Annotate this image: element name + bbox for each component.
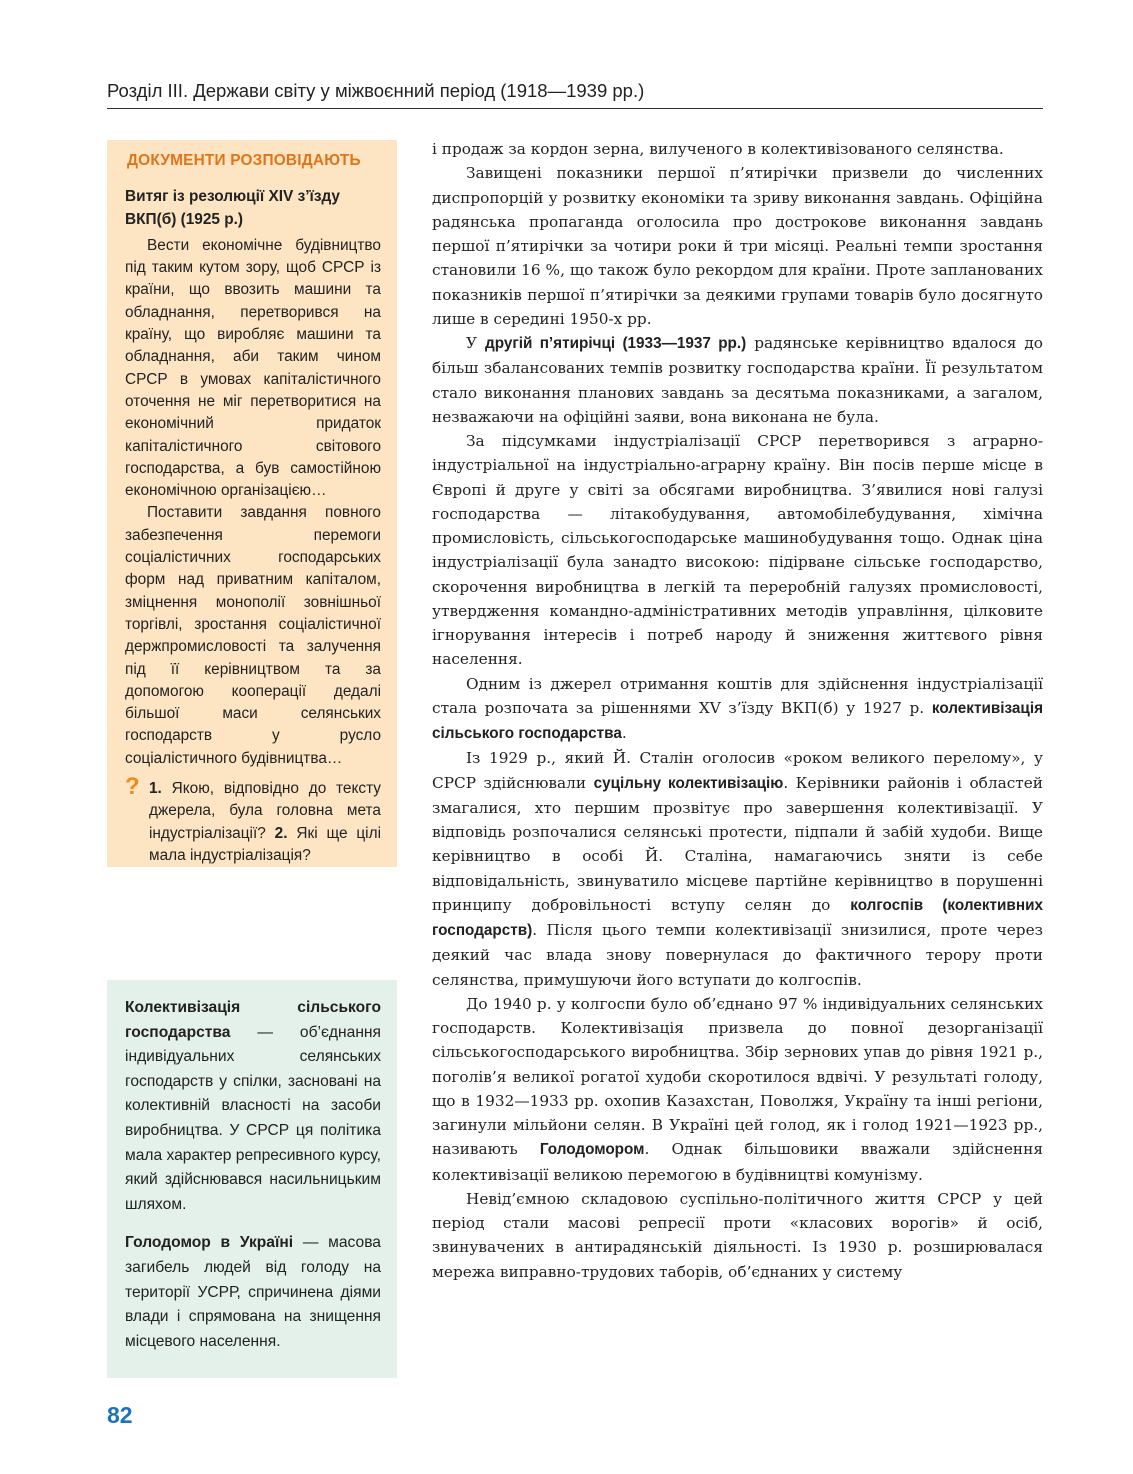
- holodomor-term: Голодомором: [539, 1141, 645, 1159]
- term-holodomor: Голодомор в Україні: [125, 1234, 294, 1252]
- definition-collectivization: [125, 996, 381, 1217]
- document-paragraph-2: Поставити завдання повного забезпечення перемоги соціалістичних господарських форм над приватним капіталом, зміцнення монополії зовнішньої торгівлі, зростання соціалістичної держпромисловості та залучення під її керівництвом та за допомогою кооперації дедалі більшої маси селянських господарств у русло соціалістичного будівництва…: [125, 504, 381, 767]
- question-1-number: 1.: [149, 780, 162, 798]
- paragraph-8: Невід’ємною складовою суспільно-політичного життя СРСР у цей період стали масові репресії проти «класових ворогів» й осіб, звинувачених в антирадянській діяльності. Із 1930 р. розширювалася мережа виправно-трудових таборів, об’єднаних у систему: [432, 1189, 1043, 1281]
- paragraph-6-part-c: . Після цього темпи колективізації знизилися, проте через деякий час влада знову повернулася до фактичного терору проти селянства, примушуючи його вступати до колгоспів.: [432, 921, 1043, 989]
- second-five-year-plan-term: другій п’ятирічці (1933—1937 рр.): [485, 335, 747, 352]
- paragraph-6-part-a: Із 1929 р., який Й. Сталін оголосив «роком великого перелому», у СРСР здійснювали: [432, 749, 1043, 792]
- question-2-number: 2.: [274, 824, 288, 842]
- documents-sidebar: [107, 140, 397, 867]
- document-paragraph-1: Вести економічне будівництво під таким кутом зору, щоб СРСР із країни, що ввозить машини та обладнання, перетворився на країну, що виробляє машини та обладнання, аби таким чином СРСР в умовах капіталістичного оточення не міг перетворитися на економічний придаток капіталістичного світового господарства, а був самостійною економічною організацією…: [125, 236, 381, 500]
- paragraph-6-part-b: . Керівники районів і областей змагалися, хто першим прозвітує про завершення колективізації. У відповідь розпочалися селянські протести, підпали й забій худоби. Вище керівництво в особі Й. Сталіна, намагаючись зняти із себе відповідальність, звинуватило місцеве партійне керівництво в порушенні принципу добровільності вступу селян до: [432, 773, 1043, 914]
- paragraph-4: За підсумками індустріалізації СРСР перетворився з аграрно-індустріальної на індустріально-аграрну країну. Він посів перше місце в Європі й друге у світі за обсягами виробництва. З’явилися нові галузі господарства — літакобудування, автомобілебудування, хімічна промисловість, сільськогосподарське машинобудування тощо. Однак ціна індустріалізації була занадто високою: підірване сільське господарство, скорочення виробництва в легкій та переробній галузях промисловості, утвердження командно-адміністративних методів управління, цілковите ігнорування інтересів і потреб народу й зниження життєвого рівня населення.: [432, 432, 1043, 669]
- paragraph-6: [432, 746, 1043, 992]
- paragraph-1: і продаж за кордон зерна, вилученого в колективізованого селянства.: [432, 140, 1004, 158]
- definition-holodomor-text: — масова загибель людей від голоду на території УСРР, спричинена діями влади і спрямована на знищення місцевого населення.: [125, 1234, 381, 1350]
- kolkhoz-term: колгоспів (колективних господарств): [432, 896, 1043, 939]
- paragraph-7-part-b: . Однак більшовики вважали здійснення колективізації великою перемогою в будівництві комунізму.: [432, 1140, 1043, 1184]
- question-1-text: Якою, відповідно до тексту джерела, була головна мета індустріалізації?: [149, 780, 382, 842]
- paragraph-3-lead: У: [466, 334, 478, 352]
- paragraph-3-body: радянське керівництво вдалося до більш збалансованих темпів розвитку господарства країни. Її результатом стало виконання планових завдань за десятьма показниками, а загалом, незважаючи на офіційні заяви, вона виконана не була.: [432, 334, 1043, 426]
- paragraph-7-part-a: До 1940 р. у колгоспи було об’єднано 97 % індивідуальних селянських господарств. Колективізація призвела до повної дезорганізації сільськогосподарського виробництва. Збір зернових упав до рівня 1921 р., поголів’я великої рогатої худоби скоротилося вдвічі. У результаті голоду, що в 1932—1933 рр. охопив Казахстан, Поволжя, Україну та інші регіони, загинули мільйони селян. В Україні цей голод, як і голод 1921—1923 рр., називають: [432, 994, 1043, 1159]
- header-divider: [107, 108, 1043, 109]
- definitions-sidebar: [107, 980, 397, 1378]
- question-2-text: Які ще цілі мала індустріалізація?: [149, 824, 382, 864]
- main-text-column: [432, 137, 1043, 1284]
- paragraph-3: [432, 331, 1043, 429]
- paragraph-5-end: .: [621, 724, 627, 742]
- paragraph-5: [432, 672, 1043, 747]
- page-number: 82: [107, 1402, 133, 1428]
- paragraph-7: [432, 992, 1043, 1187]
- paragraph-2: Завищені показники першої п’ятирічки призвели до численних диспропорцій у розвитку економіки та зриву виконання завдань. Офіційна радянська пропаганда оголосила про дострокове виконання завдань першої п’ятирічки за чотири роки й три місяці. Реальні темпи зростання становили 16 %, що також було рекордом для країни. Проте запланованих показників першої п’ятирічки за деякими групами товарів було досягнуто лише в середині 1950-х рр.: [432, 164, 1043, 328]
- term-collectivization: Колективізація сільського господарства: [125, 999, 381, 1041]
- running-header: Розділ ІІІ. Держави світу у міжвоєнний період (1918—1939 рр.): [107, 80, 645, 101]
- question-block: [125, 773, 382, 867]
- total-collectivization-term: суцільну колективізацію: [593, 774, 784, 792]
- definition-holodomor: [125, 1231, 381, 1354]
- document-subtitle: Витяг із резолюції XIV з’їзду ВКП(б) (1925 р.): [125, 188, 340, 228]
- question-mark-icon: ?: [125, 773, 140, 801]
- definition-collectivization-text: — об’єднання індивідуальних селянських господарств у спілки, засновані на колективній власності на засоби виробництва. У СРСР ця політика мала характер репресивного курсу, який здійснювався насильницьким шляхом.: [125, 1023, 381, 1213]
- documents-heading: ДОКУМЕНТИ РОЗПОВІДАЮТЬ: [127, 152, 361, 169]
- paragraph-5-body: Одним із джерел отримання коштів для здійснення індустріалізації стала розпочата за рішеннями XV з’їзду ВКП(б) у 1927 р.: [432, 674, 1043, 717]
- collectivization-term: колективізація сільського господарства: [432, 699, 1043, 742]
